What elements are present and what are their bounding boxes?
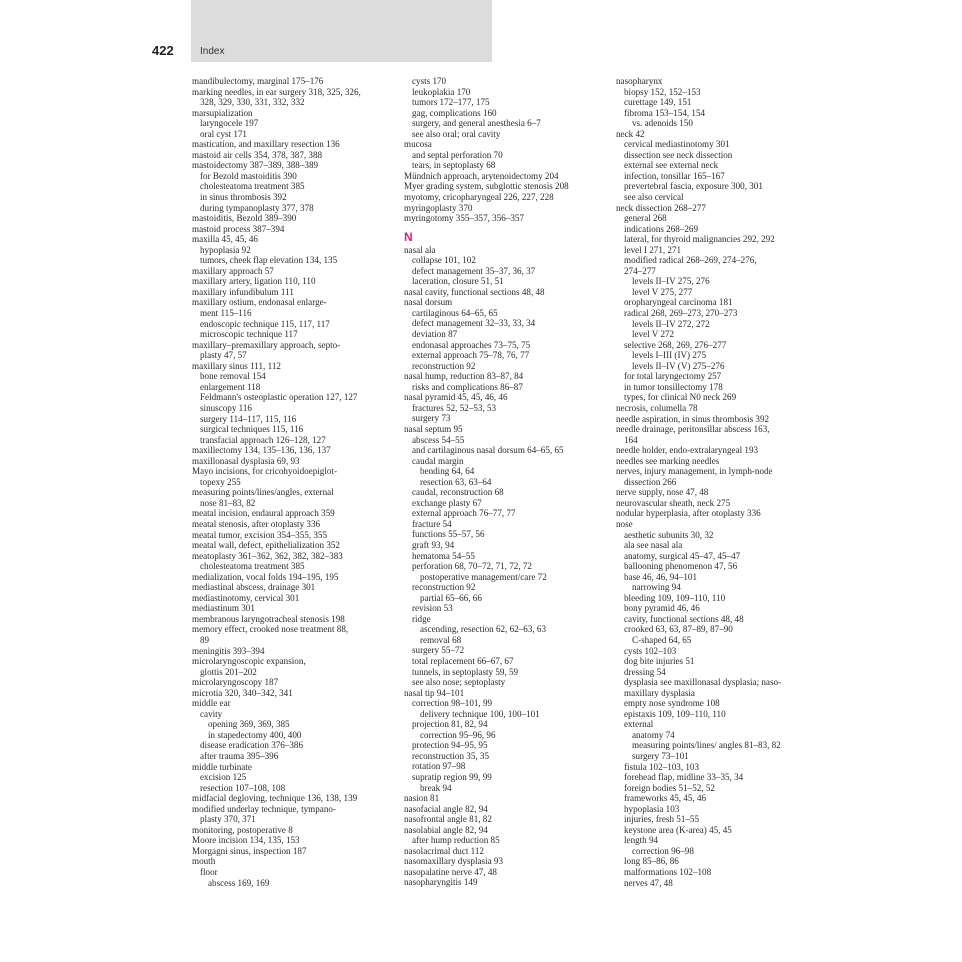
index-subentry: endonasal approaches 73–75, 75 — [412, 339, 531, 350]
index-subentry: floor — [200, 867, 218, 878]
index-subentry: dog bite injuries 51 — [624, 656, 695, 667]
index-subentry: laceration, closure 51, 51 — [412, 276, 504, 287]
index-entry: maxillary–premaxillary approach, septo- — [192, 339, 341, 350]
index-subentry: bone removal 154 — [200, 371, 266, 382]
index-subentry: cavity, functional sections 48, 48 — [624, 613, 744, 624]
index-entry: neck dissection 268–277 — [616, 202, 706, 213]
index-subentry: during tympanoplasty 377, 378 — [200, 202, 314, 213]
index-subentry: enlargement 118 — [200, 381, 261, 392]
index-subentry: tunnels, in septoplasty 59, 59 — [412, 666, 519, 677]
index-entry: maxillary artery, ligation 110, 110 — [192, 276, 316, 287]
index-entry: Mündnich approach, arytenoidectomy 204 — [404, 170, 559, 181]
index-subentry: external see external neck — [624, 160, 719, 171]
index-subentry: fibroma 153–154, 154 — [624, 107, 706, 118]
running-head: Index — [200, 46, 225, 57]
index-subentry: modified radical 268–269, 274–276, — [624, 255, 757, 266]
index-subentry: cysts 170 — [412, 76, 447, 86]
index-subentry: types, for clinical N0 neck 269 — [624, 392, 737, 403]
index-entry: nasal ala — [404, 244, 436, 255]
index-entry: memory effect, crooked nose treatment 88, — [192, 624, 349, 635]
index-subentry: anatomy 74 — [632, 729, 675, 740]
index-subentry: prevertebral fascia, exposure 300, 301 — [624, 181, 763, 192]
index-entry: mediastinal abscess, drainage 301 — [192, 582, 316, 593]
index-subentry: external approach 75–78, 76, 77 — [412, 350, 530, 361]
index-subentry: measuring points/lines/ angles 81–83, 82 — [632, 740, 781, 751]
index-subentry: plasty 47, 57 — [200, 350, 247, 361]
index-entry: nerves, injury management, in lymph-node — [616, 466, 773, 477]
index-column-3 — [616, 76, 816, 888]
index-entry: maxillary sinus 111, 112 — [192, 360, 281, 371]
index-subentry: bending 64, 64 — [420, 466, 475, 477]
index-entry: maxillary ostium, endonasal enlarge- — [192, 297, 327, 308]
index-subentry: defect management 32–33, 33, 34 — [412, 318, 536, 329]
index-subentry: nerves 47, 48 — [624, 877, 673, 888]
index-subentry: removal 68 — [420, 634, 462, 645]
index-subentry: correction 95–96, 96 — [420, 729, 496, 740]
index-subentry: partial 65–66, 66 — [420, 592, 482, 603]
index-subentry: reconstruction 92 — [412, 360, 476, 371]
index-subentry: indications 268–269 — [624, 223, 699, 234]
index-subentry: frameworks 45, 45, 46 — [624, 793, 707, 804]
index-entry: nose — [616, 518, 633, 529]
index-subentry: topexy 255 — [200, 476, 241, 487]
index-subentry: ment 115–116 — [200, 308, 252, 319]
index-subentry: collapse 101, 102 — [412, 255, 476, 266]
index-subentry: external — [624, 719, 654, 730]
index-subentry: foreign bodies 51–52, 52 — [624, 782, 715, 793]
index-entry: myringoplasty 370 — [404, 202, 473, 213]
index-subentry: rotation 97–98 — [412, 761, 466, 772]
index-subentry: levels II–IV 272, 272 — [632, 318, 710, 329]
index-subentry: forehead flap, midline 33–35, 34 — [624, 772, 744, 783]
index-subentry: tumors, cheek flap elevation 134, 135 — [200, 255, 338, 266]
index-entry: nasal dorsum — [404, 297, 453, 308]
index-entry: middle turbinate — [192, 761, 252, 772]
index-subentry: tears, in septoplasty 68 — [412, 160, 496, 171]
index-subentry: lateral, for thyroid malignancies 292, 292 — [624, 234, 775, 245]
index-subentry: length 94 — [624, 835, 659, 846]
index-subentry: ascending, resection 62, 62–63, 63 — [420, 624, 547, 635]
index-entry: Mayo incisions, for cricohyoidoepiglot- — [192, 466, 337, 477]
index-entry: mastoid process 387–394 — [192, 223, 285, 234]
index-subentry: after trauma 395–396 — [200, 751, 279, 761]
index-entry: measuring points/lines/angles, external — [192, 487, 334, 498]
index-subentry: risks and complications 86–87 — [412, 381, 523, 392]
index-subentry: abscess 169, 169 — [208, 877, 270, 888]
index-entry: modified underlay technique, tympano- — [192, 803, 336, 814]
index-subentry: caudal, reconstruction 68 — [412, 487, 504, 498]
index-subentry: biopsy 152, 152–153 — [624, 86, 701, 97]
header-band — [191, 0, 492, 62]
index-subentry: keystone area (K-area) 45, 45 — [624, 824, 732, 835]
index-subentry: delivery technique 100, 100–101 — [420, 708, 540, 719]
index-entry: needle drainage, peritonsillar abscess 163, — [616, 424, 770, 435]
index-entry: nasal septum 95 — [404, 423, 463, 434]
index-subentry: for Bezold mastoiditis 390 — [200, 170, 297, 181]
index-subentry: and septal perforation 70 — [412, 149, 503, 160]
index-subentry: surgery 55–72 — [412, 645, 465, 656]
index-entry: myringotomy 355–357, 356–357 — [404, 213, 524, 224]
index-entry: Morgagni sinus, inspection 187 — [192, 845, 307, 856]
index-subentry: general 268 — [624, 213, 667, 224]
index-subentry: reconstruction 92 — [412, 582, 476, 593]
index-subentry: empty nose syndrome 108 — [624, 698, 720, 709]
index-subentry: external approach 76–77, 77 — [412, 508, 516, 519]
index-entry: mastoidectomy 387–389, 388–389 — [192, 160, 319, 171]
index-subentry: see also cervical — [624, 192, 684, 203]
index-subentry: levels II–IV 275, 276 — [632, 276, 710, 287]
index-subentry: glottis 201–202 — [200, 666, 257, 677]
index-subentry: level V 275, 277 — [632, 286, 693, 297]
index-entry: microtia 320, 340–342, 341 — [192, 687, 293, 698]
index-entry: maxillectomy 134, 135–136, 136, 137 — [192, 445, 331, 456]
index-entry: gag, complications 160 — [412, 107, 497, 118]
index-entry: meatal incision, endaural approach 359 — [192, 508, 335, 519]
index-subentry: base 46, 46, 94–101 — [624, 571, 697, 582]
index-entry: marking needles, in ear surgery 318, 325, 326, — [192, 86, 361, 97]
index-entry: maxillonasal dysplasia 69, 93 — [192, 455, 300, 466]
index-subentry: epistaxis 109, 109–110, 110 — [624, 708, 726, 719]
index-entry: midfacial degloving, technique 136, 138, 139 — [192, 793, 358, 804]
index-subentry: anatomy, surgical 45–47, 45–47 — [624, 550, 741, 561]
index-subentry: bleeding 109, 109–110, 110 — [624, 592, 726, 603]
index-subentry: hypoplasia 103 — [624, 803, 680, 814]
index-subentry: tumors 172–177, 175 — [412, 97, 490, 108]
index-subentry: curettage 149, 151 — [624, 97, 692, 108]
index-entry: nasal cavity, functional sections 48, 48 — [404, 286, 545, 297]
index-subentry: leukoplakia 170 — [412, 86, 471, 97]
index-entry: nasopharyngitis 149 — [404, 877, 478, 888]
index-entry: nasopharynx — [616, 76, 663, 86]
index-subentry: 328, 329, 330, 331, 332, 332 — [200, 97, 305, 108]
index-subentry: long 85–86, 86 — [624, 856, 679, 867]
index-subentry: narrowing 94 — [632, 582, 681, 593]
index-subentry: correction 98–101, 99 — [412, 698, 493, 709]
index-entry: nerve supply, nose 47, 48 — [616, 487, 709, 498]
index-entry: mandibulectomy, marginal 175–176 — [192, 76, 324, 86]
index-entry: nasolacrimal duct 112 — [404, 845, 484, 856]
index-entry: meatal stenosis, after otoplasty 336 — [192, 518, 321, 529]
index-subentry: exchange plasty 67 — [412, 497, 482, 508]
index-entry: mastoiditis, Bezold 389–390 — [192, 213, 297, 224]
index-entry: nodular hyperplasia, after otoplasty 336 — [616, 508, 761, 519]
index-subentry: disease eradication 376–386 — [200, 740, 304, 751]
index-subentry: break 94 — [420, 782, 452, 793]
index-entry: Moore incision 134, 135, 153 — [192, 835, 300, 846]
index-subentry: plasty 370, 371 — [200, 814, 256, 825]
index-subentry: see also nose; septoplasty — [412, 677, 506, 688]
index-subentry: transfacial approach 126–128, 127 — [200, 434, 326, 445]
index-entry: nasolabial angle 82, 94 — [404, 824, 488, 835]
index-subentry: defect management 35–37, 36, 37 — [412, 265, 536, 276]
index-subentry: 274–277 — [624, 265, 656, 276]
index-subentry: 164 — [624, 434, 638, 445]
index-entry: maxillary approach 57 — [192, 265, 274, 276]
index-subentry: microscopic technique 117 — [200, 329, 298, 340]
index-subentry: crooked 63, 63, 87–89, 87–90 — [624, 624, 733, 635]
index-entry: meningitis 393–394 — [192, 645, 265, 656]
index-subentry: and cartilaginous nasal dorsum 64–65, 65 — [412, 445, 564, 456]
index-subentry: cholesteatoma treatment 385 — [200, 561, 305, 572]
index-subentry: functions 55–57, 56 — [412, 529, 485, 540]
index-subentry: in sinus thrombosis 392 — [200, 192, 287, 203]
index-entry: maxillary infundibulum 111 — [192, 286, 294, 297]
index-entry: middle ear — [192, 698, 231, 709]
index-subentry: injuries, fresh 51–55 — [624, 814, 700, 825]
index-entry: neurovascular sheath, neck 275 — [616, 497, 731, 508]
index-subentry: cholesteatoma treatment 385 — [200, 181, 305, 192]
section-letter: N — [404, 229, 413, 244]
index-entry: nasal hump, reduction 83–87, 84 — [404, 371, 524, 382]
index-entry: needle holder, endo-extralaryngeal 193 — [616, 445, 759, 456]
index-subentry: abscess 54–55 — [412, 434, 465, 445]
index-subentry: caudal margin — [412, 455, 464, 466]
index-entry: mediastinum 301 — [192, 603, 255, 614]
index-entry: neck 42 — [616, 128, 645, 139]
index-subentry: level I 271, 271 — [624, 244, 682, 255]
index-subentry: surgical techniques 115, 116 — [200, 424, 304, 435]
index-subentry: infection, tonsillar 165–167 — [624, 170, 725, 181]
index-entry: monitoring, postoperative 8 — [192, 824, 293, 835]
index-subentry: in tumor tonsillectomy 178 — [624, 381, 723, 392]
index-subentry: opening 369, 369, 385 — [208, 719, 290, 730]
index-subentry: for total laryngectomy 257 — [624, 371, 722, 382]
index-entry: myotomy, cricopharyngeal 226, 227, 228 — [404, 192, 554, 203]
index-entry: membranous laryngotracheal stenosis 198 — [192, 613, 345, 624]
index-entry: mouth — [192, 856, 216, 867]
index-subentry: cavity — [200, 708, 223, 719]
index-subentry: malformations 102–108 — [624, 867, 712, 878]
index-subentry: cartilaginous 64–65, 65 — [412, 307, 498, 318]
index-subentry: correction 96–98 — [632, 845, 694, 856]
index-subentry: hematoma 54–55 — [412, 550, 475, 561]
index-subentry: levels I–III (IV) 275 — [632, 350, 706, 361]
index-entry: nasomaxillary dysplasia 93 — [404, 856, 504, 867]
index-entry: mediastinotomy, cervical 301 — [192, 592, 300, 603]
index-subentry: Feldmann's osteoplastic operation 127, 127 — [200, 392, 358, 403]
index-entry: nasal tip 94–101 — [404, 687, 465, 698]
index-subentry: in stapedectomy 400, 400 — [208, 729, 302, 740]
index-subentry: C-shaped 64, 65 — [632, 634, 692, 645]
index-entry: nasofacial angle 82, 94 — [404, 803, 488, 814]
index-subentry: fracture 54 — [412, 518, 452, 529]
index-entry: marsupialization — [192, 107, 253, 118]
index-entry: meatoplasty 361–362, 362, 382, 382–383 — [192, 550, 343, 561]
index-entry: nasofrontal angle 81, 82 — [404, 814, 492, 825]
index-subentry: bony pyramid 46, 46 — [624, 603, 700, 614]
index-subentry: dysplasia see maxillonasal dysplasia; naso- — [624, 677, 782, 688]
index-subentry: dressing 54 — [624, 666, 666, 677]
index-subentry: hypoplasia 92 — [200, 244, 251, 255]
index-subentry: cervical mediastinotomy 301 — [624, 139, 730, 150]
index-entry: medialization, vocal folds 194–195, 195 — [192, 571, 339, 582]
index-subentry: revision 53 — [412, 603, 453, 614]
index-subentry: oropharyngeal carcinoma 181 — [624, 297, 733, 308]
index-subentry: reconstruction 35, 35 — [412, 750, 490, 761]
index-subentry: laryngocele 197 — [200, 118, 259, 129]
index-entry: nasal pyramid 45, 45, 46, 46 — [404, 392, 508, 403]
index-entry: maxilla 45, 45, 46 — [192, 234, 258, 245]
index-column-1 — [192, 76, 398, 888]
index-subentry: levels II–IV (V) 275–276 — [632, 360, 725, 371]
index-subentry: cysts 102–103 — [624, 645, 677, 656]
index-subentry: deviation 87 — [412, 329, 458, 340]
index-subentry: supratip region 99, 99 — [412, 772, 492, 782]
index-subentry: level V 272 — [632, 329, 675, 340]
index-subentry: excision 125 — [200, 772, 247, 783]
index-column-2 — [404, 76, 612, 888]
index-entry: mucosa — [404, 139, 432, 150]
page-number: 422 — [152, 43, 174, 58]
index-subentry: dissection 266 — [624, 476, 677, 487]
index-subentry: ridge — [412, 613, 431, 624]
index-entry: microlaryngoscopic expansion, — [192, 656, 306, 667]
index-entry: Myer grading system, subglottic stenosis 208 — [404, 181, 569, 192]
index-entry: microlaryngoscopy 187 — [192, 677, 279, 688]
index-subentry: nose 81–83, 82 — [200, 497, 256, 508]
index-entry: see also oral; oral cavity — [412, 128, 501, 139]
index-subentry: vs. adenoids 150 — [632, 118, 693, 129]
index-subentry: surgery 73–101 — [632, 751, 689, 761]
index-subentry: 89 — [200, 634, 210, 645]
index-subentry: oral cyst 171 — [200, 128, 247, 139]
index-subentry: after hump reduction 85 — [412, 835, 500, 846]
index-subentry: fistula 102–103, 103 — [624, 761, 700, 772]
index-entry: needles see marking needles — [616, 455, 720, 466]
index-entry: nasopalatine nerve 47, 48 — [404, 866, 497, 877]
index-entry: mastoid air cells 354, 378, 387, 388 — [192, 149, 323, 160]
index-subentry: postoperative management/care 72 — [420, 571, 547, 582]
index-entry: surgery, and general anesthesia 6–7 — [412, 118, 541, 129]
index-subentry: projection 81, 82, 94 — [412, 719, 488, 730]
index-subentry: radical 268, 269–273, 270–273 — [624, 308, 738, 319]
index-entry: mastication, and maxillary resection 136 — [192, 139, 340, 150]
index-subentry: ballooning phenomenon 47, 56 — [624, 561, 738, 572]
index-subentry: ala see nasal ala — [624, 540, 683, 551]
index-subentry: endoscopic technique 115, 117, 117 — [200, 318, 330, 329]
index-subentry: fractures 52, 52–53, 53 — [412, 402, 497, 413]
index-subentry: selective 268, 269, 276–277 — [624, 339, 727, 350]
index-subentry: perforation 68, 70–72, 71, 72, 72 — [412, 561, 532, 572]
index-entry: necrosis, columella 78 — [616, 402, 698, 413]
index-entry: needle aspiration, in sinus thrombosis 392 — [616, 413, 770, 424]
index-subentry: sinuscopy 116 — [200, 402, 252, 413]
index-entry: nasion 81 — [404, 793, 440, 804]
index-entry: meatal tumor, excision 354–355, 355 — [192, 529, 328, 540]
index-subentry: resection 63, 63–64 — [420, 476, 492, 487]
index-entry: meatal wall, defect, epithelialization 352 — [192, 540, 340, 551]
index-subentry: dissection see neck dissection — [624, 149, 733, 160]
index-subentry: graft 93, 94 — [412, 539, 455, 550]
index-subentry: surgery 73 — [412, 413, 451, 424]
index-subentry: protection 94–95, 95 — [412, 740, 488, 751]
index-subentry: resection 107–108, 108 — [200, 782, 286, 793]
index-subentry: maxillary dysplasia — [624, 687, 695, 698]
index-subentry: aesthetic subunits 30, 32 — [624, 529, 714, 540]
index-subentry: total replacement 66–67, 67 — [412, 655, 514, 666]
index-subentry: surgery 114–117, 115, 116 — [200, 413, 297, 424]
